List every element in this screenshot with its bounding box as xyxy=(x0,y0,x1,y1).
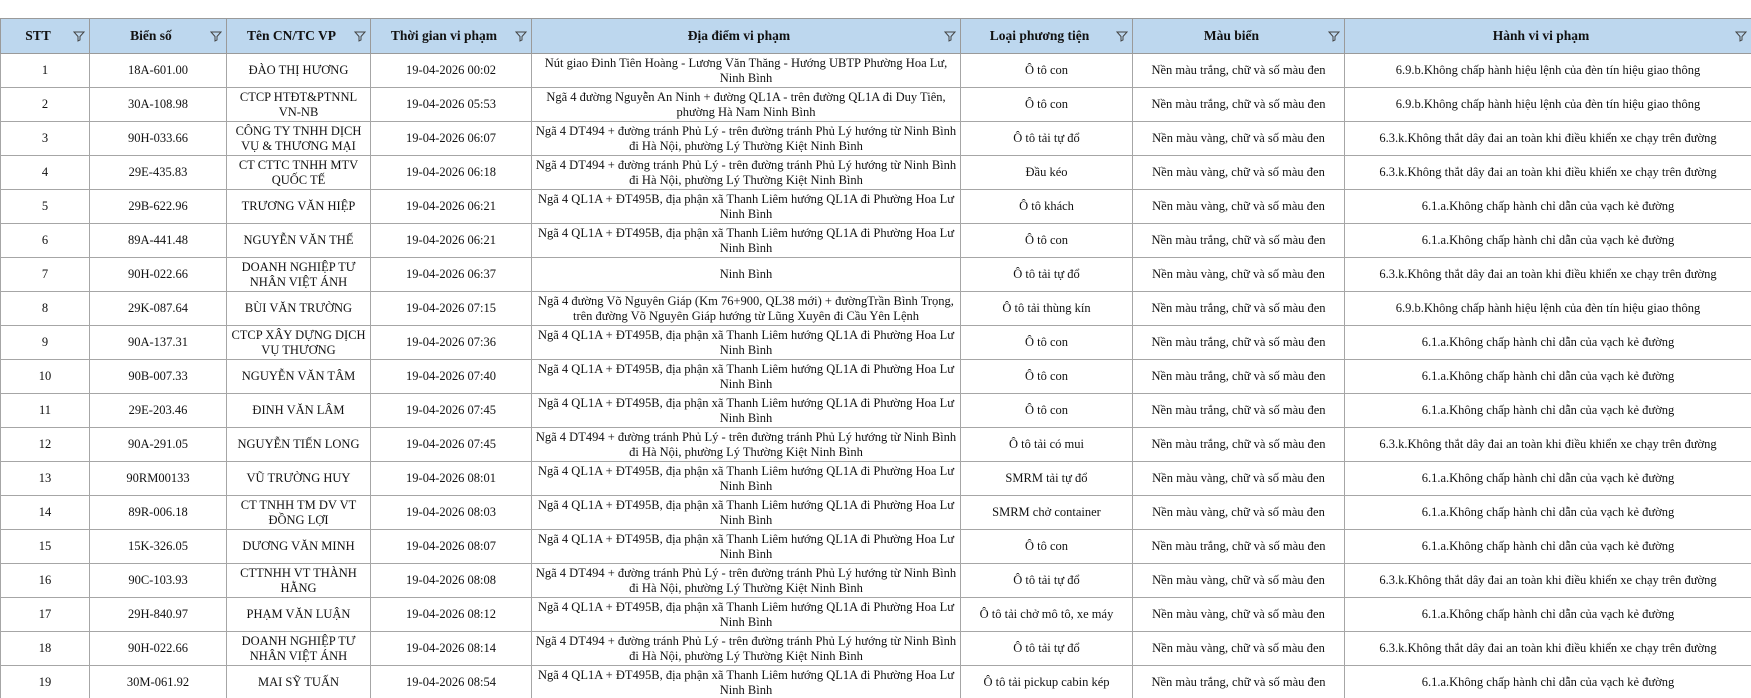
cell-loai-pt[interactable]: SMRM chở container xyxy=(961,496,1133,530)
cell-hanh-vi[interactable]: 6.3.k.Không thắt dây đai an toàn khi điều khiển xe chạy trên đường xyxy=(1345,156,1751,190)
filter-dropdown-icon[interactable] xyxy=(210,30,222,42)
cell-stt[interactable]: 18 xyxy=(1,632,90,666)
table-row xyxy=(1,428,1751,462)
cell-stt[interactable]: 13 xyxy=(1,462,90,496)
cell-loai-pt[interactable]: Ô tô con xyxy=(961,224,1133,258)
table-row xyxy=(1,326,1751,360)
cell-stt[interactable]: 15 xyxy=(1,530,90,564)
cell-stt[interactable]: 12 xyxy=(1,428,90,462)
filter-dropdown-icon[interactable] xyxy=(354,30,366,42)
cell-dia-diem[interactable]: Ngã 4 QL1A + ĐT495B, địa phận xã Thanh Liêm hướng QL1A đi Phường Hoa Lư Ninh Bình xyxy=(532,496,961,530)
cell-loai-pt[interactable]: Ô tô tải có mui xyxy=(961,428,1133,462)
cell-stt[interactable]: 6 xyxy=(1,224,90,258)
cell-ten-cn[interactable]: CT TNHH TM DV VT ĐỒNG LỢI xyxy=(227,496,371,530)
cell-loai-pt[interactable]: Ô tô tải tự đổ xyxy=(961,258,1133,292)
cell-dia-diem[interactable]: Ngã 4 DT494 + đường tránh Phủ Lý - trên đường tránh Phủ Lý hướng từ Ninh Bình đi Hà Nội, phường Lý Thường Kiệt Ninh Bình xyxy=(532,428,961,462)
cell-loai-pt[interactable]: Ô tô con xyxy=(961,360,1133,394)
cell-stt[interactable]: 17 xyxy=(1,598,90,632)
cell-bien-so[interactable]: 89A-441.48 xyxy=(90,224,227,258)
cell-thoi-gian[interactable]: 19-04-2026 06:21 xyxy=(371,224,532,258)
cell-hanh-vi[interactable]: 6.1.a.Không chấp hành chỉ dẫn của vạch kẻ đường xyxy=(1345,598,1751,632)
cell-loai-pt[interactable]: Ô tô con xyxy=(961,54,1133,88)
cell-mau-bien[interactable]: Nền màu vàng, chữ và số màu đen xyxy=(1133,564,1345,598)
table-row xyxy=(1,292,1751,326)
cell-hanh-vi[interactable]: 6.9.b.Không chấp hành hiệu lệnh của đèn tín hiệu giao thông xyxy=(1345,88,1751,122)
cell-thoi-gian[interactable]: 19-04-2026 07:15 xyxy=(371,292,532,326)
cell-dia-diem[interactable]: Ngã 4 đường Nguyễn An Ninh + đường QL1A - trên đường QL1A đi Duy Tiên, phường Hà Nam Ninh Bình xyxy=(532,88,961,122)
cell-mau-bien[interactable]: Nền màu trắng, chữ và số màu đen xyxy=(1133,530,1345,564)
cell-dia-diem[interactable]: Ngã 4 DT494 + đường tránh Phủ Lý - trên đường tránh Phủ Lý hướng từ Ninh Bình đi Hà Nội, phường Lý Thường Kiệt Ninh Bình xyxy=(532,122,961,156)
cell-thoi-gian[interactable]: 19-04-2026 07:36 xyxy=(371,326,532,360)
cell-dia-diem[interactable]: Nút giao Đinh Tiên Hoàng - Lương Văn Thăng - Hướng UBTP Phường Hoa Lư, Ninh Bình xyxy=(532,54,961,88)
cell-mau-bien[interactable]: Nền màu trắng, chữ và số màu đen xyxy=(1133,360,1345,394)
cell-dia-diem[interactable]: Ngã 4 DT494 + đường tránh Phủ Lý - trên đường tránh Phủ Lý hướng từ Ninh Bình đi Hà Nội, phường Lý Thường Kiệt Ninh Bình xyxy=(532,632,961,666)
table-row xyxy=(1,666,1751,698)
header-hanh-vi[interactable] xyxy=(1345,19,1751,54)
cell-hanh-vi[interactable]: 6.9.b.Không chấp hành hiệu lệnh của đèn tín hiệu giao thông xyxy=(1345,292,1751,326)
cell-dia-diem[interactable]: Ninh Bình xyxy=(532,258,961,292)
cell-dia-diem[interactable]: Ngã 4 QL1A + ĐT495B, địa phận xã Thanh Liêm hướng QL1A đi Phường Hoa Lư Ninh Bình xyxy=(532,360,961,394)
cell-loai-pt[interactable]: SMRM tải tự đổ xyxy=(961,462,1133,496)
header-stt[interactable] xyxy=(1,19,90,54)
cell-stt[interactable]: 14 xyxy=(1,496,90,530)
cell-bien-so[interactable]: 30A-108.98 xyxy=(90,88,227,122)
cell-mau-bien[interactable]: Nền màu trắng, chữ và số màu đen xyxy=(1133,326,1345,360)
cell-thoi-gian[interactable]: 19-04-2026 06:37 xyxy=(371,258,532,292)
cell-stt[interactable]: 1 xyxy=(1,54,90,88)
header-stt-label: STT xyxy=(25,28,51,43)
header-ten-cn[interactable] xyxy=(227,19,371,54)
cell-stt[interactable]: 5 xyxy=(1,190,90,224)
cell-stt[interactable]: 4 xyxy=(1,156,90,190)
header-row xyxy=(1,19,1751,54)
header-bien-so-label: Biển số xyxy=(130,28,172,43)
cell-mau-bien[interactable]: Nền màu vàng, chữ và số màu đen xyxy=(1133,496,1345,530)
cell-loai-pt[interactable]: Ô tô con xyxy=(961,88,1133,122)
cell-loai-pt[interactable]: Đầu kéo xyxy=(961,156,1133,190)
cell-mau-bien[interactable]: Nền màu trắng, chữ và số màu đen xyxy=(1133,88,1345,122)
cell-ten-cn[interactable]: DOANH NGHIỆP TƯ NHÂN VIỆT ÁNH xyxy=(227,632,371,666)
table-row xyxy=(1,88,1751,122)
cell-hanh-vi[interactable]: 6.3.k.Không thắt dây đai an toàn khi điều khiển xe chạy trên đường xyxy=(1345,564,1751,598)
table-row xyxy=(1,156,1751,190)
cell-ten-cn[interactable]: ĐÀO THỊ HƯƠNG xyxy=(227,54,371,88)
cell-ten-cn[interactable]: BÙI VĂN TRƯỜNG xyxy=(227,292,371,326)
cell-bien-so[interactable]: 29E-203.46 xyxy=(90,394,227,428)
cell-loai-pt[interactable]: Ô tô tải thùng kín xyxy=(961,292,1133,326)
filter-dropdown-icon[interactable] xyxy=(1328,30,1340,42)
cell-thoi-gian[interactable]: 19-04-2026 08:03 xyxy=(371,496,532,530)
cell-stt[interactable]: 3 xyxy=(1,122,90,156)
cell-loai-pt[interactable]: Ô tô khách xyxy=(961,190,1133,224)
cell-stt[interactable]: 7 xyxy=(1,258,90,292)
cell-thoi-gian[interactable]: 19-04-2026 08:08 xyxy=(371,564,532,598)
cell-hanh-vi[interactable]: 6.1.a.Không chấp hành chỉ dẫn của vạch kẻ đường xyxy=(1345,360,1751,394)
cell-mau-bien[interactable]: Nền màu vàng, chữ và số màu đen xyxy=(1133,598,1345,632)
cell-ten-cn[interactable]: CT CTTC TNHH MTV QUỐC TẾ xyxy=(227,156,371,190)
cell-stt[interactable]: 19 xyxy=(1,666,90,698)
cell-loai-pt[interactable]: Ô tô con xyxy=(961,394,1133,428)
header-dia-diem-label: Địa điểm vi phạm xyxy=(687,28,791,43)
cell-dia-diem[interactable]: Ngã 4 QL1A + ĐT495B, địa phận xã Thanh Liêm hướng QL1A đi Phường Hoa Lư Ninh Bình xyxy=(532,224,961,258)
filter-dropdown-icon[interactable] xyxy=(515,30,527,42)
cell-mau-bien[interactable]: Nền màu trắng, chữ và số màu đen xyxy=(1133,224,1345,258)
cell-loai-pt[interactable]: Ô tô tải tự đổ xyxy=(961,632,1133,666)
table-row xyxy=(1,258,1751,292)
cell-bien-so[interactable]: 90H-022.66 xyxy=(90,258,227,292)
table-row xyxy=(1,394,1751,428)
header-ten-cn-label: Tên CN/TC VP xyxy=(246,28,336,43)
cell-mau-bien[interactable]: Nền màu vàng, chữ và số màu đen xyxy=(1133,190,1345,224)
cell-hanh-vi[interactable]: 6.3.k.Không thắt dây đai an toàn khi điều khiển xe chạy trên đường xyxy=(1345,632,1751,666)
cell-dia-diem[interactable]: Ngã 4 DT494 + đường tránh Phủ Lý - trên đường tránh Phủ Lý hướng từ Ninh Bình đi Hà Nội, phường Lý Thường Kiệt Ninh Bình xyxy=(532,564,961,598)
table-body xyxy=(1,54,1751,698)
cell-dia-diem[interactable]: Ngã 4 QL1A + ĐT495B, địa phận xã Thanh Liêm hướng QL1A đi Phường Hoa Lư Ninh Bình xyxy=(532,530,961,564)
cell-mau-bien[interactable]: Nền màu vàng, chữ và số màu đen xyxy=(1133,462,1345,496)
cell-hanh-vi[interactable]: 6.3.k.Không thắt dây đai an toàn khi điều khiển xe chạy trên đường xyxy=(1345,428,1751,462)
cell-thoi-gian[interactable]: 19-04-2026 08:01 xyxy=(371,462,532,496)
cell-mau-bien[interactable]: Nền màu vàng, chữ và số màu đen xyxy=(1133,122,1345,156)
cell-bien-so[interactable]: 89R-006.18 xyxy=(90,496,227,530)
cell-ten-cn[interactable]: PHẠM VĂN LUẬN xyxy=(227,598,371,632)
cell-ten-cn[interactable]: NGUYỄN TIẾN LONG xyxy=(227,428,371,462)
table-row xyxy=(1,224,1751,258)
cell-stt[interactable]: 2 xyxy=(1,88,90,122)
cell-dia-diem[interactable]: Ngã 4 đường Võ Nguyên Giáp (Km 76+900, QL38 mới) + đườngTrần Bình Trọng, trên đường Võ Nguyên Giáp hướng từ Lũng Xuyên đi Cầu Yên Lệnh xyxy=(532,292,961,326)
cell-loai-pt[interactable]: Ô tô tải tự đổ xyxy=(961,564,1133,598)
cell-bien-so[interactable]: 29K-087.64 xyxy=(90,292,227,326)
cell-bien-so[interactable]: 29B-622.96 xyxy=(90,190,227,224)
cell-loai-pt[interactable]: Ô tô con xyxy=(961,326,1133,360)
cell-dia-diem[interactable]: Ngã 4 QL1A + ĐT495B, địa phận xã Thanh Liêm hướng QL1A đi Phường Hoa Lư Ninh Bình xyxy=(532,326,961,360)
cell-ten-cn[interactable]: ĐINH VĂN LÂM xyxy=(227,394,371,428)
top-strip xyxy=(0,0,1751,18)
table-row xyxy=(1,564,1751,598)
cell-mau-bien[interactable]: Nền màu trắng, chữ và số màu đen xyxy=(1133,292,1345,326)
header-mau-bien[interactable] xyxy=(1133,19,1345,54)
cell-hanh-vi[interactable]: 6.1.a.Không chấp hành chỉ dẫn của vạch kẻ đường xyxy=(1345,666,1751,698)
cell-thoi-gian[interactable]: 19-04-2026 07:45 xyxy=(371,428,532,462)
cell-mau-bien[interactable]: Nền màu vàng, chữ và số màu đen xyxy=(1133,156,1345,190)
cell-thoi-gian[interactable]: 19-04-2026 08:07 xyxy=(371,530,532,564)
cell-dia-diem[interactable]: Ngã 4 QL1A + ĐT495B, địa phận xã Thanh Liêm hướng QL1A đi Phường Hoa Lư Ninh Bình xyxy=(532,462,961,496)
cell-ten-cn[interactable]: DOANH NGHIỆP TƯ NHÂN VIỆT ÁNH xyxy=(227,258,371,292)
cell-ten-cn[interactable]: DƯƠNG VĂN MINH xyxy=(227,530,371,564)
cell-thoi-gian[interactable]: 19-04-2026 08:54 xyxy=(371,666,532,698)
cell-mau-bien[interactable]: Nền màu vàng, chữ và số màu đen xyxy=(1133,258,1345,292)
cell-dia-diem[interactable]: Ngã 4 QL1A + ĐT495B, địa phận xã Thanh Liêm hướng QL1A đi Phường Hoa Lư Ninh Bình xyxy=(532,190,961,224)
table-row xyxy=(1,598,1751,632)
filter-dropdown-icon[interactable] xyxy=(1116,30,1128,42)
cell-ten-cn[interactable]: NGUYỄN VĂN TÂM xyxy=(227,360,371,394)
cell-ten-cn[interactable]: VŨ TRƯỜNG HUY xyxy=(227,462,371,496)
table-row xyxy=(1,122,1751,156)
cell-bien-so[interactable]: 90A-137.31 xyxy=(90,326,227,360)
cell-thoi-gian[interactable]: 19-04-2026 06:18 xyxy=(371,156,532,190)
filter-dropdown-icon[interactable] xyxy=(944,30,956,42)
cell-bien-so[interactable]: 30M-061.92 xyxy=(90,666,227,698)
table-row xyxy=(1,632,1751,666)
table-row xyxy=(1,360,1751,394)
cell-hanh-vi[interactable]: 6.1.a.Không chấp hành chỉ dẫn của vạch kẻ đường xyxy=(1345,326,1751,360)
cell-thoi-gian[interactable]: 19-04-2026 08:12 xyxy=(371,598,532,632)
cell-dia-diem[interactable]: Ngã 4 QL1A + ĐT495B, địa phận xã Thanh Liêm hướng QL1A đi Phường Hoa Lư Ninh Bình xyxy=(532,598,961,632)
cell-bien-so[interactable]: 90RM00133 xyxy=(90,462,227,496)
cell-mau-bien[interactable]: Nền màu trắng, chữ và số màu đen xyxy=(1133,54,1345,88)
cell-thoi-gian[interactable]: 19-04-2026 00:02 xyxy=(371,54,532,88)
cell-mau-bien[interactable]: Nền màu trắng, chữ và số màu đen xyxy=(1133,394,1345,428)
cell-ten-cn[interactable]: CÔNG TY TNHH DỊCH VỤ & THƯƠNG MẠI xyxy=(227,122,371,156)
header-loai-pt-label: Loại phương tiện xyxy=(989,28,1090,43)
cell-loai-pt[interactable]: Ô tô tải tự đổ xyxy=(961,122,1133,156)
cell-dia-diem[interactable]: Ngã 4 QL1A + ĐT495B, địa phận xã Thanh Liêm hướng QL1A đi Phường Hoa Lư Ninh Bình xyxy=(532,394,961,428)
table-row xyxy=(1,54,1751,88)
table-row xyxy=(1,190,1751,224)
cell-bien-so[interactable]: 90A-291.05 xyxy=(90,428,227,462)
cell-ten-cn[interactable]: CTCP HTĐT&PTNNL VN-NB xyxy=(227,88,371,122)
cell-bien-so[interactable]: 18A-601.00 xyxy=(90,54,227,88)
header-hanh-vi-label: Hành vi vi phạm xyxy=(1492,28,1590,43)
cell-thoi-gian[interactable]: 19-04-2026 08:14 xyxy=(371,632,532,666)
cell-ten-cn[interactable]: CTCP XÂY DỰNG DỊCH VỤ THƯƠNG xyxy=(227,326,371,360)
cell-bien-so[interactable]: 29H-840.97 xyxy=(90,598,227,632)
cell-hanh-vi[interactable]: 6.1.a.Không chấp hành chỉ dẫn của vạch kẻ đường xyxy=(1345,190,1751,224)
cell-loai-pt[interactable]: Ô tô tải chở mô tô, xe máy xyxy=(961,598,1133,632)
cell-thoi-gian[interactable]: 19-04-2026 07:45 xyxy=(371,394,532,428)
cell-bien-so[interactable]: 90C-103.93 xyxy=(90,564,227,598)
cell-bien-so[interactable]: 90H-022.66 xyxy=(90,632,227,666)
cell-ten-cn[interactable]: MAI SỸ TUẤN xyxy=(227,666,371,698)
table-row xyxy=(1,462,1751,496)
cell-ten-cn[interactable]: NGUYỄN VĂN THẾ xyxy=(227,224,371,258)
cell-dia-diem[interactable]: Ngã 4 DT494 + đường tránh Phủ Lý - trên đường tránh Phủ Lý hướng từ Ninh Bình đi Hà Nội, phường Lý Thường Kiệt Ninh Bình xyxy=(532,156,961,190)
cell-hanh-vi[interactable]: 6.1.a.Không chấp hành chỉ dẫn của vạch kẻ đường xyxy=(1345,394,1751,428)
cell-hanh-vi[interactable]: 6.1.a.Không chấp hành chỉ dẫn của vạch kẻ đường xyxy=(1345,462,1751,496)
cell-dia-diem[interactable]: Ngã 4 QL1A + ĐT495B, địa phận xã Thanh Liêm hướng QL1A đi Phường Hoa Lư Ninh Bình xyxy=(532,666,961,698)
cell-bien-so[interactable]: 90H-033.66 xyxy=(90,122,227,156)
header-dia-diem[interactable] xyxy=(532,19,961,54)
cell-hanh-vi[interactable]: 6.9.b.Không chấp hành hiệu lệnh của đèn tín hiệu giao thông xyxy=(1345,54,1751,88)
header-mau-bien-label: Màu biển xyxy=(1203,28,1260,43)
cell-stt[interactable]: 10 xyxy=(1,360,90,394)
header-loai-pt[interactable] xyxy=(961,19,1133,54)
cell-thoi-gian[interactable]: 19-04-2026 06:07 xyxy=(371,122,532,156)
cell-hanh-vi[interactable]: 6.1.a.Không chấp hành chỉ dẫn của vạch kẻ đường xyxy=(1345,496,1751,530)
cell-stt[interactable]: 11 xyxy=(1,394,90,428)
violations-table xyxy=(0,18,1751,698)
table-row xyxy=(1,530,1751,564)
cell-stt[interactable]: 16 xyxy=(1,564,90,598)
cell-hanh-vi[interactable]: 6.3.k.Không thắt dây đai an toàn khi điều khiển xe chạy trên đường xyxy=(1345,122,1751,156)
cell-thoi-gian[interactable]: 19-04-2026 07:40 xyxy=(371,360,532,394)
cell-thoi-gian[interactable]: 19-04-2026 05:53 xyxy=(371,88,532,122)
cell-stt[interactable]: 8 xyxy=(1,292,90,326)
cell-stt[interactable]: 9 xyxy=(1,326,90,360)
cell-mau-bien[interactable]: Nền màu trắng, chữ và số màu đen xyxy=(1133,666,1345,698)
header-thoi-gian[interactable] xyxy=(371,19,532,54)
cell-bien-so[interactable]: 15K-326.05 xyxy=(90,530,227,564)
cell-thoi-gian[interactable]: 19-04-2026 06:21 xyxy=(371,190,532,224)
cell-mau-bien[interactable]: Nền màu trắng, chữ và số màu đen xyxy=(1133,428,1345,462)
cell-hanh-vi[interactable]: 6.1.a.Không chấp hành chỉ dẫn của vạch kẻ đường xyxy=(1345,530,1751,564)
filter-dropdown-icon[interactable] xyxy=(73,30,85,42)
cell-mau-bien[interactable]: Nền màu vàng, chữ và số màu đen xyxy=(1133,632,1345,666)
filter-dropdown-icon[interactable] xyxy=(1735,30,1747,42)
cell-loai-pt[interactable]: Ô tô con xyxy=(961,530,1133,564)
header-bien-so[interactable] xyxy=(90,19,227,54)
cell-hanh-vi[interactable]: 6.3.k.Không thắt dây đai an toàn khi điều khiển xe chạy trên đường xyxy=(1345,258,1751,292)
cell-ten-cn[interactable]: TRƯƠNG VĂN HIỆP xyxy=(227,190,371,224)
cell-bien-so[interactable]: 29E-435.83 xyxy=(90,156,227,190)
cell-hanh-vi[interactable]: 6.1.a.Không chấp hành chỉ dẫn của vạch kẻ đường xyxy=(1345,224,1751,258)
cell-bien-so[interactable]: 90B-007.33 xyxy=(90,360,227,394)
table-row xyxy=(1,496,1751,530)
cell-loai-pt[interactable]: Ô tô tải pickup cabin kép xyxy=(961,666,1133,698)
cell-ten-cn[interactable]: CTTNHH VT THÀNH HẰNG xyxy=(227,564,371,598)
header-thoi-gian-label: Thời gian vi phạm xyxy=(390,28,498,43)
